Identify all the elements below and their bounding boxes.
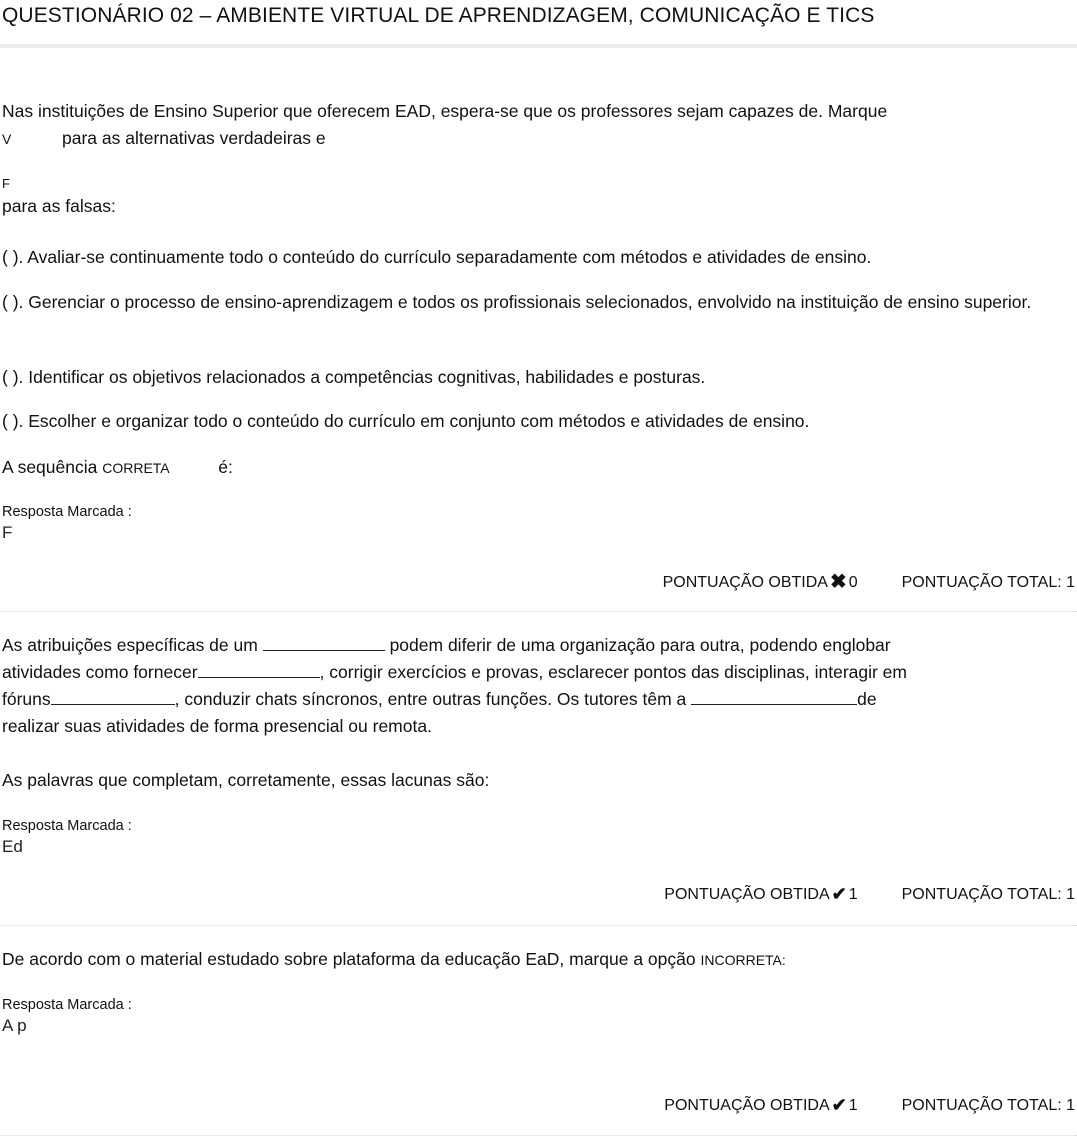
false-marker: F (2, 176, 10, 191)
score-value: 0 (848, 574, 858, 591)
wrong-icon: ✖ (829, 571, 847, 593)
q1-prompt-c: é: (218, 457, 233, 477)
score-label: PONTUAÇÃO OBTIDA (664, 886, 830, 903)
answer-value: F (2, 523, 13, 542)
question-divider (0, 925, 1077, 926)
question-1 (2, 98, 1072, 152)
answer-label: Resposta Marcada : (2, 818, 132, 834)
page-title: QUESTIONÁRIO 02 – AMBIENTE VIRTUAL DE APRENDIZAGEM, COMUNICAÇÃO E TICS (2, 4, 875, 27)
q1-item-4: ( ). Escolher e organizar todo o conteúdo do currículo em conjunto com métodos e atividades de ensino. (2, 411, 810, 431)
question-divider (0, 1135, 1077, 1136)
q3-prompt-b: INCORRETA: (700, 952, 786, 968)
total-score: PONTUAÇÃO TOTAL: 1 (901, 1097, 1075, 1114)
score-value: 1 (848, 1097, 858, 1114)
q1-prompt-b: CORRETA (102, 460, 170, 476)
q3-answer (2, 995, 1072, 1037)
q2-score-row (664, 883, 1075, 906)
blank-1 (263, 636, 385, 651)
q1-answer (2, 502, 1072, 544)
total-score: PONTUAÇÃO TOTAL: 1 (901, 886, 1075, 903)
q2-prompt: As palavras que completam, corretamente, essas lacunas são: (2, 770, 490, 790)
total-score: PONTUAÇÃO TOTAL: 1 (901, 574, 1075, 591)
q1-prompt (2, 454, 1072, 481)
score-value: 1 (848, 886, 858, 903)
question-2 (2, 632, 1072, 740)
blank-4 (691, 690, 857, 705)
q1-prompt-a: A sequência (2, 457, 98, 477)
question-1-intro: Nas instituições de Ensino Superior que oferecem EAD, espera-se que os professores sejam capazes de. Marque (2, 101, 888, 121)
q3-prompt-a: De acordo com o material estudado sobre plataforma da educação EaD, marque a opção (2, 949, 696, 969)
blank-3 (51, 690, 175, 705)
blank-2 (198, 663, 320, 678)
correct-icon: ✔ (831, 884, 847, 904)
q1-item-2: ( ). Gerenciar o processo de ensino-aprendizagem e todos os profissionais selecionados, envolvido na instituição de ensino superior. (2, 292, 1032, 312)
q1-score-row (663, 571, 1075, 594)
correct-icon: ✔ (831, 1095, 847, 1115)
answer-label: Resposta Marcada : (2, 997, 132, 1013)
score-label: PONTUAÇÃO OBTIDA (664, 1097, 830, 1114)
answer-value: A p (2, 1016, 27, 1035)
false-text: para as falsas: (2, 196, 116, 216)
q1-item-1: ( ). Avaliar-se continuamente todo o conteúdo do currículo separadamente com métodos e atividades de ensino. (2, 247, 872, 267)
true-text: para as alternativas verdadeiras e (62, 128, 326, 148)
question-1-f (2, 175, 1072, 220)
question-1-v-line (2, 125, 1072, 152)
q1-item-3: ( ). Identificar os objetivos relacionados a competências cognitivas, habilidades e posturas. (2, 367, 706, 387)
score-label: PONTUAÇÃO OBTIDA (662, 574, 828, 591)
answer-value: Ed (2, 837, 23, 856)
true-marker: V (2, 131, 12, 147)
q2-answer (2, 816, 1072, 858)
question-3 (2, 946, 1072, 973)
q2-line-3: fóruns , conduzir chats síncronos, entre outras funções. Os tutores têm a de (2, 689, 877, 709)
q2-line-1: As atribuições específicas de um podem diferir de uma organização para outra, podendo englobar (2, 635, 891, 655)
title-divider (0, 44, 1077, 48)
q2-line-2: atividades como fornecer , corrigir exercícios e provas, esclarecer pontos das disciplinas, interagir em (2, 662, 907, 682)
q2-line-4: realizar suas atividades de forma presencial ou remota. (2, 716, 432, 736)
question-divider (0, 611, 1077, 612)
q3-score-row (664, 1094, 1075, 1117)
answer-label: Resposta Marcada : (2, 504, 132, 520)
